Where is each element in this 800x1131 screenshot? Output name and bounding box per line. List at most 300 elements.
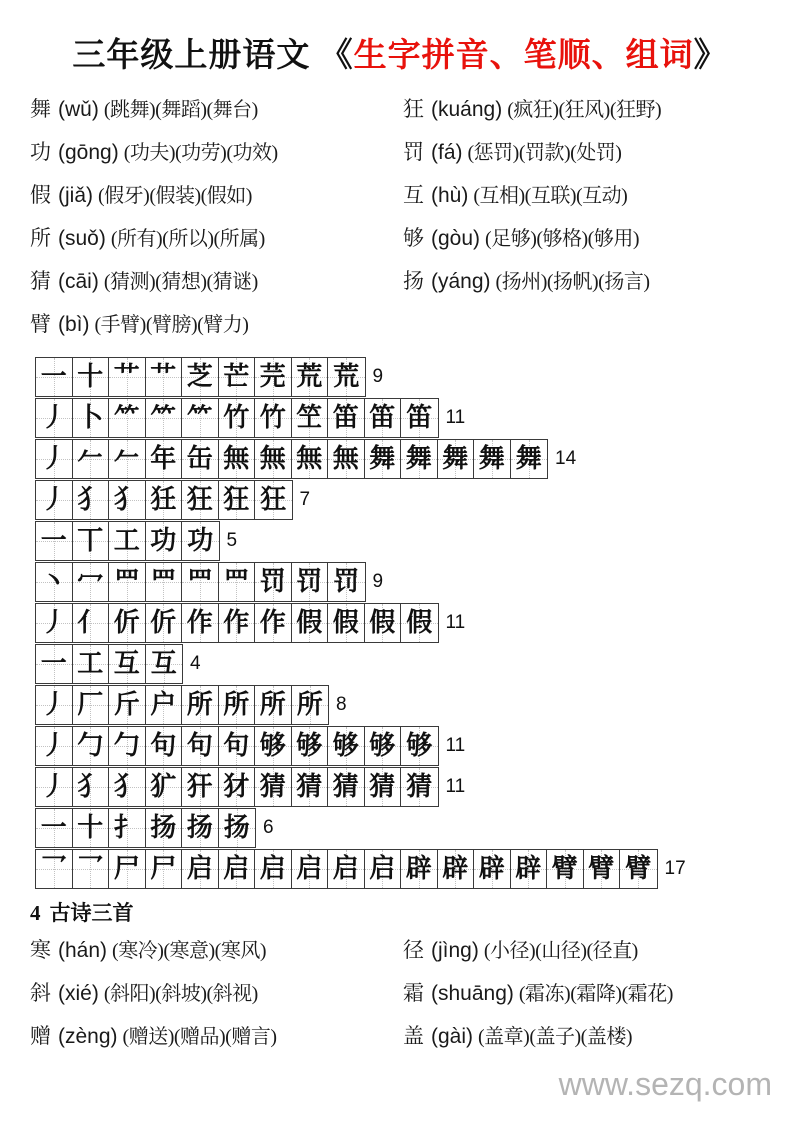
stroke-order-cell xyxy=(182,727,219,765)
stroke-order-cell xyxy=(182,522,219,560)
stroke-order-cell xyxy=(109,645,146,683)
vocabulary-row xyxy=(403,972,776,1015)
stroke-step-glyph: 無 xyxy=(296,444,323,474)
stroke-step-glyph: 犭 xyxy=(113,772,140,802)
vocabulary-pinyin: (gòu) xyxy=(431,227,481,251)
stroke-step-glyph: 無 xyxy=(259,444,286,474)
stroke-order-cell xyxy=(292,768,329,806)
stroke-order-cell xyxy=(401,440,438,478)
vocabulary-pinyin: (cāi) xyxy=(58,270,99,294)
vocabulary-pinyin: (suǒ) xyxy=(58,227,106,251)
stroke-count-label: 11 xyxy=(445,407,466,429)
stroke-order-cell xyxy=(146,563,183,601)
stroke-step-glyph: 扬 xyxy=(150,813,177,843)
stroke-order-cell xyxy=(36,563,73,601)
stroke-order-cell xyxy=(292,686,329,724)
vocabulary-row xyxy=(403,929,776,972)
stroke-step-glyph: 笁 xyxy=(296,403,323,433)
stroke-step-glyph: 芝 xyxy=(186,362,213,392)
stroke-order-cell xyxy=(73,399,110,437)
stroke-order-cell xyxy=(146,809,183,847)
stroke-order-cell xyxy=(328,563,365,601)
vocabulary-row xyxy=(30,174,403,217)
stroke-step-glyph: 启 xyxy=(296,854,323,884)
stroke-step-glyph: 启 xyxy=(223,854,250,884)
vocabulary-row xyxy=(403,260,776,303)
stroke-order-cell xyxy=(292,399,329,437)
stroke-order-cell xyxy=(255,768,292,806)
stroke-order-cell xyxy=(36,768,73,806)
stroke-order-cell xyxy=(109,727,146,765)
stroke-step-glyph: 臂 xyxy=(625,854,652,884)
stroke-step-glyph: 無 xyxy=(332,444,359,474)
vocabulary-character: 狂 xyxy=(403,97,424,122)
vocabulary-character: 假 xyxy=(30,183,51,208)
stroke-count-label: 11 xyxy=(445,776,466,798)
stroke-step-glyph: 句 xyxy=(223,731,250,761)
stroke-step-glyph: 厂 xyxy=(77,690,104,720)
stroke-count-label: 17 xyxy=(664,858,686,880)
vocabulary-character: 寒 xyxy=(30,938,51,963)
vocabulary-character: 赠 xyxy=(30,1024,51,1049)
stroke-order-cell xyxy=(328,358,365,396)
section-name: 古诗三首 xyxy=(49,901,134,926)
stroke-step-glyph: 舞 xyxy=(478,444,505,474)
stroke-order-cells xyxy=(35,726,439,766)
stroke-order-cell xyxy=(182,768,219,806)
stroke-order-cell xyxy=(36,686,73,724)
stroke-order-cell xyxy=(109,768,146,806)
page-title-highlight: 生字拼音、笔顺、组词 xyxy=(353,38,694,74)
vocabulary-pinyin: (fá) xyxy=(431,141,463,165)
stroke-step-glyph: 尸 xyxy=(113,854,140,884)
stroke-order-cell xyxy=(146,727,183,765)
stroke-count-label: 6 xyxy=(263,817,274,839)
vocabulary-pinyin: (shuāng) xyxy=(431,982,514,1006)
stroke-step-glyph: 启 xyxy=(332,854,359,884)
stroke-step-glyph: 辟 xyxy=(478,854,505,884)
stroke-order-cell xyxy=(36,645,73,683)
stroke-count-label: 8 xyxy=(336,694,347,716)
stroke-order-row xyxy=(35,850,800,888)
stroke-order-cell xyxy=(146,440,183,478)
stroke-step-glyph: 犭 xyxy=(77,485,104,515)
stroke-order-cell xyxy=(255,563,292,601)
stroke-count-label: 4 xyxy=(190,653,201,675)
vocabulary-character: 互 xyxy=(403,183,424,208)
stroke-order-cells xyxy=(35,480,293,520)
stroke-order-row xyxy=(35,481,800,519)
stroke-step-glyph: 所 xyxy=(296,690,323,720)
stroke-order-cell xyxy=(109,850,146,888)
vocabulary-words: (惩罚)(罚款)(处罚) xyxy=(467,141,622,164)
stroke-order-cell xyxy=(36,481,73,519)
stroke-step-glyph: 作 xyxy=(223,608,250,638)
section-number: 4 xyxy=(30,901,41,926)
stroke-step-glyph: 罚 xyxy=(259,567,286,597)
page-title xyxy=(0,0,800,74)
vocabulary-row xyxy=(30,929,403,972)
stroke-order-cell xyxy=(255,850,292,888)
stroke-order-cell xyxy=(219,440,256,478)
stroke-step-glyph: 年 xyxy=(150,444,177,474)
stroke-order-row xyxy=(35,604,800,642)
stroke-order-cell xyxy=(365,768,402,806)
stroke-order-row xyxy=(35,440,800,478)
stroke-step-glyph: 卜 xyxy=(77,403,104,433)
stroke-order-cell xyxy=(438,850,475,888)
stroke-step-glyph: 互 xyxy=(113,649,140,679)
stroke-order-cell xyxy=(182,399,219,437)
stroke-order-cell xyxy=(584,850,621,888)
stroke-order-row xyxy=(35,686,800,724)
vocabulary-row xyxy=(30,260,403,303)
stroke-order-cells xyxy=(35,398,439,438)
stroke-step-glyph: 斤 xyxy=(113,690,140,720)
vocabulary-pinyin: (kuáng) xyxy=(431,98,503,122)
vocabulary-pinyin: (hù) xyxy=(431,184,469,208)
stroke-step-glyph: 艹 xyxy=(150,362,177,392)
vocabulary-pinyin: (wǔ) xyxy=(58,98,99,122)
stroke-step-glyph: 够 xyxy=(369,731,396,761)
stroke-order-cell xyxy=(73,440,110,478)
stroke-step-glyph: 一 xyxy=(40,813,67,843)
stroke-order-cell xyxy=(219,809,256,847)
stroke-order-row xyxy=(35,645,800,683)
stroke-step-glyph: 舞 xyxy=(442,444,469,474)
stroke-step-glyph: 笛 xyxy=(406,403,433,433)
stroke-order-cell xyxy=(255,399,292,437)
stroke-step-glyph: ⺮ xyxy=(186,403,213,433)
stroke-order-cell xyxy=(255,686,292,724)
stroke-count-label: 11 xyxy=(445,612,466,634)
stroke-step-glyph: 勹 xyxy=(113,731,140,761)
stroke-order-cell xyxy=(146,604,183,642)
vocabulary-words: (所有)(所以)(所属) xyxy=(110,227,265,250)
vocabulary-row xyxy=(30,131,403,174)
stroke-order-cell xyxy=(401,604,438,642)
stroke-order-cell xyxy=(365,440,402,478)
stroke-order-cell xyxy=(182,481,219,519)
stroke-step-glyph: 犷 xyxy=(150,772,177,802)
stroke-order-cell xyxy=(73,686,110,724)
stroke-step-glyph: 丿 xyxy=(40,608,67,638)
stroke-step-glyph: 句 xyxy=(186,731,213,761)
vocabulary-words: (斜阳)(斜坡)(斜视) xyxy=(103,982,258,1005)
stroke-order-cell xyxy=(73,850,110,888)
stroke-order-cell xyxy=(182,563,219,601)
stroke-step-glyph: 十 xyxy=(77,813,104,843)
stroke-step-glyph: 功 xyxy=(187,526,214,556)
stroke-order-cell xyxy=(401,727,438,765)
stroke-order-row xyxy=(35,809,800,847)
vocabulary-row xyxy=(30,217,403,260)
vocabulary-words: (功夫)(功劳)(功效) xyxy=(123,141,278,164)
stroke-step-glyph: 丅 xyxy=(77,526,104,556)
vocabulary-words: (霜冻)(霜降)(霜花) xyxy=(518,982,673,1005)
vocabulary-pinyin: (hán) xyxy=(58,939,108,963)
vocabulary-column-right xyxy=(403,929,776,1058)
stroke-step-glyph: 笛 xyxy=(332,403,359,433)
stroke-order-cell xyxy=(328,604,365,642)
stroke-order-cells xyxy=(35,603,439,643)
stroke-step-glyph: 作 xyxy=(259,608,286,638)
stroke-order-cell xyxy=(292,850,329,888)
vocabulary-character: 盖 xyxy=(403,1024,424,1049)
stroke-order-cells xyxy=(35,849,658,889)
stroke-step-glyph: 罚 xyxy=(296,567,323,597)
stroke-order-row xyxy=(35,399,800,437)
stroke-step-glyph: 臂 xyxy=(551,854,578,884)
stroke-step-glyph: 芒 xyxy=(223,362,250,392)
vocabulary-character: 够 xyxy=(403,226,424,251)
stroke-step-glyph: 工 xyxy=(77,649,104,679)
stroke-order-cell xyxy=(36,727,73,765)
stroke-step-glyph: 犭 xyxy=(113,485,140,515)
stroke-order-cell xyxy=(365,604,402,642)
stroke-count-label: 9 xyxy=(372,571,384,593)
stroke-step-glyph: 臂 xyxy=(588,854,615,884)
stroke-step-glyph: 乛 xyxy=(40,854,67,884)
vocabulary-character: 所 xyxy=(30,226,51,251)
stroke-step-glyph: 辟 xyxy=(515,854,542,884)
stroke-step-glyph: 丿 xyxy=(40,485,67,515)
stroke-order-cell xyxy=(219,604,256,642)
stroke-step-glyph: 罒 xyxy=(223,567,250,597)
stroke-order-cell xyxy=(73,645,110,683)
stroke-order-cell xyxy=(146,768,183,806)
stroke-order-cell xyxy=(401,768,438,806)
stroke-step-glyph: 扌 xyxy=(113,813,140,843)
stroke-step-glyph: 猜 xyxy=(332,772,359,802)
stroke-order-cell xyxy=(219,768,256,806)
stroke-step-glyph: 作 xyxy=(186,608,213,638)
vocabulary-row xyxy=(30,972,403,1015)
vocabulary-character: 扬 xyxy=(403,269,424,294)
stroke-step-glyph: 丿 xyxy=(40,403,67,433)
vocabulary-words: (跳舞)(舞蹈)(舞台) xyxy=(103,98,258,121)
stroke-step-glyph: 假 xyxy=(406,608,433,638)
stroke-order-cell xyxy=(73,727,110,765)
stroke-step-glyph: 狂 xyxy=(186,485,213,515)
stroke-step-glyph: 亻 xyxy=(77,608,104,638)
vocabulary-row xyxy=(403,88,776,131)
stroke-step-glyph: 假 xyxy=(369,608,396,638)
stroke-step-glyph: 舞 xyxy=(515,444,542,474)
stroke-order-cell xyxy=(292,358,329,396)
stroke-step-glyph: 丶 xyxy=(40,567,67,597)
vocabulary-pinyin: (yáng) xyxy=(431,270,491,294)
vocabulary-words: (疯狂)(狂风)(狂野) xyxy=(507,98,662,121)
stroke-step-glyph: 互 xyxy=(150,649,177,679)
stroke-step-glyph: 十 xyxy=(77,362,104,392)
vocabulary-pinyin: (jìng) xyxy=(431,939,479,963)
vocabulary-character: 舞 xyxy=(30,97,51,122)
stroke-step-glyph: 罒 xyxy=(150,567,177,597)
stroke-step-glyph: 冖 xyxy=(77,567,104,597)
vocabulary-character: 猜 xyxy=(30,269,51,294)
stroke-order-cell xyxy=(219,850,256,888)
stroke-order-cell xyxy=(219,686,256,724)
stroke-order-cell xyxy=(401,399,438,437)
stroke-order-cell xyxy=(36,850,73,888)
stroke-order-cell xyxy=(73,358,110,396)
stroke-order-cells xyxy=(35,644,183,684)
vocabulary-words: (足够)(够格)(够用) xyxy=(485,227,639,250)
stroke-step-glyph: 罚 xyxy=(333,567,360,597)
stroke-order-cell xyxy=(511,440,548,478)
stroke-step-glyph: 缶 xyxy=(186,444,213,474)
vocabulary-character: 功 xyxy=(30,140,51,165)
stroke-step-glyph: 猜 xyxy=(296,772,323,802)
stroke-order-cell xyxy=(292,604,329,642)
stroke-step-glyph: 無 xyxy=(223,444,250,474)
vocabulary-row xyxy=(403,131,776,174)
stroke-step-glyph: 启 xyxy=(186,854,213,884)
stroke-order-cell xyxy=(620,850,657,888)
stroke-step-glyph: 荒 xyxy=(333,362,360,392)
page-title-prefix: 三年级上册语文 《 xyxy=(72,38,354,74)
stroke-order-cell xyxy=(182,440,219,478)
stroke-order-cell xyxy=(109,563,146,601)
stroke-order-cell xyxy=(109,399,146,437)
stroke-order-cell xyxy=(109,809,146,847)
vocabulary-pinyin: (gōng) xyxy=(58,141,119,165)
stroke-order-cell xyxy=(73,809,110,847)
stroke-step-glyph: 够 xyxy=(259,731,286,761)
vocabulary-words: (假牙)(假装)(假如) xyxy=(98,184,252,207)
stroke-order-cell xyxy=(255,440,292,478)
stroke-step-glyph: 犴 xyxy=(186,772,213,802)
stroke-order-cell xyxy=(219,563,256,601)
stroke-order-cell xyxy=(219,358,256,396)
stroke-step-glyph: 丿 xyxy=(40,731,67,761)
stroke-order-cell xyxy=(292,563,329,601)
stroke-step-glyph: 句 xyxy=(150,731,177,761)
stroke-order-cell xyxy=(365,399,402,437)
vocabulary-character: 径 xyxy=(403,938,424,963)
stroke-order-row xyxy=(35,522,800,560)
stroke-step-glyph: 竹 xyxy=(223,403,250,433)
stroke-order-cell xyxy=(438,440,475,478)
stroke-step-glyph: 勹 xyxy=(77,731,104,761)
stroke-order-cell xyxy=(36,522,73,560)
stroke-step-glyph: 罒 xyxy=(113,567,140,597)
stroke-step-glyph: 尸 xyxy=(150,854,177,884)
stroke-order-cell xyxy=(182,686,219,724)
stroke-step-glyph: ⺮ xyxy=(150,403,177,433)
stroke-step-glyph: 猜 xyxy=(259,772,286,802)
stroke-order-cell xyxy=(474,440,511,478)
vocabulary-row xyxy=(30,1015,403,1058)
stroke-count-label: 11 xyxy=(445,735,466,757)
stroke-order-cell xyxy=(511,850,548,888)
stroke-step-glyph: 启 xyxy=(259,854,286,884)
stroke-step-glyph: 荒 xyxy=(296,362,323,392)
stroke-step-glyph: 丿 xyxy=(40,690,67,720)
stroke-step-glyph: 舞 xyxy=(405,444,432,474)
stroke-step-glyph: 辟 xyxy=(405,854,432,884)
stroke-step-glyph: 扬 xyxy=(223,813,250,843)
vocabulary-row xyxy=(30,88,403,131)
stroke-step-glyph: 户 xyxy=(150,690,177,720)
stroke-order-cell xyxy=(328,768,365,806)
vocabulary-words: (盖章)(盖子)(盖楼) xyxy=(478,1025,632,1048)
stroke-order-cell xyxy=(182,850,219,888)
vocabulary-section-top xyxy=(0,88,800,346)
stroke-order-cell xyxy=(146,850,183,888)
stroke-step-glyph: 够 xyxy=(296,731,323,761)
stroke-order-cells xyxy=(35,767,439,807)
stroke-step-glyph: 𠂉 xyxy=(77,444,104,474)
vocabulary-column-right xyxy=(403,88,776,346)
stroke-step-glyph: 够 xyxy=(406,731,433,761)
stroke-order-cell xyxy=(109,358,146,396)
stroke-order-cell xyxy=(328,440,365,478)
vocabulary-pinyin: (xié) xyxy=(58,982,99,1006)
stroke-step-glyph: 犲 xyxy=(223,772,250,802)
stroke-order-cell xyxy=(255,604,292,642)
stroke-step-glyph: 够 xyxy=(332,731,359,761)
stroke-step-glyph: 艹 xyxy=(113,362,140,392)
site-watermark: www.sezq.com xyxy=(558,1066,772,1102)
stroke-order-cell xyxy=(365,727,402,765)
stroke-step-glyph: 启 xyxy=(369,854,396,884)
stroke-order-cells xyxy=(35,562,366,602)
stroke-count-label: 7 xyxy=(299,489,311,511)
stroke-order-cell xyxy=(73,768,110,806)
stroke-order-cell xyxy=(182,358,219,396)
vocabulary-pinyin: (zèng) xyxy=(58,1025,118,1049)
stroke-step-glyph: 假 xyxy=(296,608,323,638)
stroke-step-glyph: 猜 xyxy=(406,772,433,802)
stroke-step-glyph: 乛 xyxy=(77,854,104,884)
stroke-step-glyph: 舞 xyxy=(369,444,396,474)
stroke-order-cell xyxy=(255,727,292,765)
vocabulary-column-left xyxy=(30,929,403,1058)
stroke-step-glyph: 罒 xyxy=(186,567,213,597)
vocabulary-column-left xyxy=(30,88,403,346)
vocabulary-character: 罚 xyxy=(403,140,424,165)
stroke-order-grid-section xyxy=(0,358,800,888)
vocabulary-pinyin: (bì) xyxy=(58,313,90,337)
stroke-order-cell xyxy=(219,399,256,437)
stroke-order-cells xyxy=(35,439,548,479)
vocabulary-pinyin: (gài) xyxy=(431,1025,474,1049)
stroke-order-cell xyxy=(146,522,183,560)
vocabulary-words: (互相)(互联)(互动) xyxy=(473,184,628,207)
stroke-order-cell xyxy=(401,850,438,888)
vocabulary-character: 霜 xyxy=(403,981,424,1006)
vocabulary-words: (扬州)(扬帆)(扬言) xyxy=(495,270,650,293)
stroke-order-cells xyxy=(35,357,366,397)
stroke-step-glyph: 所 xyxy=(223,690,250,720)
stroke-order-cell xyxy=(146,358,183,396)
stroke-order-row xyxy=(35,768,800,806)
stroke-order-cell xyxy=(365,850,402,888)
stroke-step-glyph: 狂 xyxy=(260,485,287,515)
stroke-order-cell xyxy=(219,727,256,765)
vocabulary-row xyxy=(403,1015,776,1058)
stroke-count-label: 14 xyxy=(555,448,577,470)
stroke-order-row xyxy=(35,358,800,396)
stroke-order-cell xyxy=(146,481,183,519)
stroke-order-cells xyxy=(35,808,256,848)
stroke-step-glyph: 猜 xyxy=(369,772,396,802)
stroke-count-label: 5 xyxy=(226,530,238,552)
stroke-step-glyph: 伒 xyxy=(113,608,140,638)
section-heading xyxy=(0,897,800,927)
